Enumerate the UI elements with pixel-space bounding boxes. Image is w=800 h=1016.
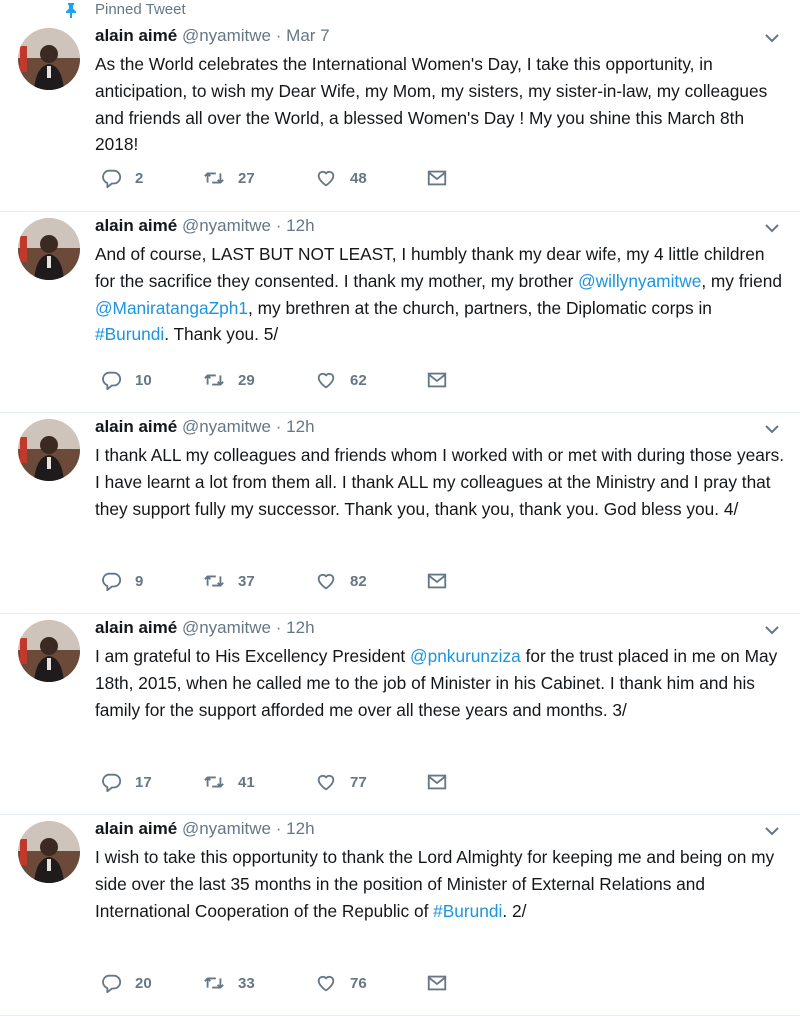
reply-button[interactable]: [100, 368, 152, 392]
avatar[interactable]: [18, 620, 80, 682]
reply-count: 2: [135, 169, 144, 187]
reply-count: 9: [135, 572, 144, 590]
like-button[interactable]: [315, 569, 367, 593]
tweet-header: [95, 25, 330, 47]
direct-message-button[interactable]: [426, 971, 448, 995]
pinned-label: Pinned Tweet: [95, 1, 186, 18]
separator: ·: [275, 417, 282, 436]
tweet-text: [95, 844, 785, 924]
mention-link[interactable]: @willynyamitwe: [578, 270, 702, 291]
text-segment: As the World celebrates the International Women's Day, I take this opportunity, in anticipation, to wish my Dear Wife, my Mom, my sisters, my sister-in-law, my colleagues and friends all over the World, a blessed Women's Day ! My you shine this March 8th 2018!: [95, 54, 768, 155]
retweet-count: 37: [238, 572, 255, 590]
retweet-count: 27: [238, 169, 255, 187]
author-handle[interactable]: @nyamitwe: [181, 216, 272, 235]
retweet-button[interactable]: [203, 166, 255, 190]
timestamp[interactable]: 12h: [286, 417, 315, 436]
retweet-icon: [203, 369, 225, 391]
author-name[interactable]: alain aimé: [95, 417, 178, 436]
author-name[interactable]: alain aimé: [95, 618, 178, 637]
chevron-down-icon[interactable]: [764, 624, 780, 636]
tweet-header: [95, 416, 315, 438]
tweet-text: [95, 241, 785, 348]
tweet-actions: [100, 770, 460, 794]
reply-icon: [100, 369, 122, 391]
like-count: 77: [350, 773, 367, 791]
separator: ·: [275, 26, 282, 45]
like-count: 76: [350, 974, 367, 992]
chevron-down-icon[interactable]: [764, 32, 780, 44]
tweet[interactable]: [0, 413, 800, 614]
envelope-icon: [426, 167, 448, 189]
direct-message-button[interactable]: [426, 166, 448, 190]
author-name[interactable]: alain aimé: [95, 216, 178, 235]
tweet-actions: [100, 368, 460, 392]
tweet-actions: [100, 971, 460, 995]
retweet-count: 29: [238, 371, 255, 389]
tweet-actions: [100, 569, 460, 593]
retweet-icon: [203, 570, 225, 592]
text-segment: . Thank you. 5/: [164, 324, 279, 345]
heart-icon: [315, 972, 337, 994]
tweet-header: [95, 818, 315, 840]
heart-icon: [315, 167, 337, 189]
reply-button[interactable]: [100, 770, 152, 794]
direct-message-button[interactable]: [426, 770, 448, 794]
tweet[interactable]: [0, 22, 800, 212]
retweet-count: 33: [238, 974, 255, 992]
text-segment: I thank ALL my colleagues and friends whom I worked with or met with during those years. I have learnt a lot from them all. I thank ALL my colleagues at the Ministry and I pray that they support fully my successor. Thank you, thank you, thank you. God bless you. 4/: [95, 445, 785, 519]
avatar[interactable]: [18, 419, 80, 481]
reply-icon: [100, 771, 122, 793]
like-count: 82: [350, 572, 367, 590]
tweet[interactable]: [0, 212, 800, 413]
reply-button[interactable]: [100, 569, 143, 593]
reply-count: 20: [135, 974, 152, 992]
retweet-button[interactable]: [203, 971, 255, 995]
reply-count: 10: [135, 371, 152, 389]
text-segment: I wish to take this opportunity to thank the Lord Almighty for keeping me and being on my side over the last 35 months in the position of Minister of External Relations and International Cooperation of the Republic of: [95, 847, 775, 921]
retweet-count: 41: [238, 773, 255, 791]
text-segment: for the trust placed in me on May 18th, 2015, when he called me to the job of Minister in his Cabinet. I thank him and his family for the support afforded me over all these years and months. 3/: [95, 646, 778, 720]
heart-icon: [315, 369, 337, 391]
tweet[interactable]: [0, 815, 800, 1016]
pinned-tweet-banner: [0, 0, 800, 22]
like-count: 62: [350, 371, 367, 389]
mention-link[interactable]: @pnkurunziza: [410, 646, 521, 666]
author-handle[interactable]: @nyamitwe: [181, 819, 272, 838]
timestamp[interactable]: 12h: [286, 618, 315, 637]
timestamp[interactable]: 12h: [286, 819, 315, 838]
reply-icon: [100, 972, 122, 994]
author-handle[interactable]: @nyamitwe: [181, 417, 272, 436]
retweet-button[interactable]: [203, 569, 255, 593]
reply-icon: [100, 570, 122, 592]
retweet-button[interactable]: [203, 368, 255, 392]
hashtag-link[interactable]: #Burundi: [95, 324, 165, 345]
like-count: 48: [350, 169, 367, 187]
direct-message-button[interactable]: [426, 368, 448, 392]
tweet-text: [95, 442, 785, 522]
mention-link[interactable]: @ManiratangaZph1: [95, 297, 248, 318]
chevron-down-icon[interactable]: [764, 222, 780, 234]
author-handle[interactable]: @nyamitwe: [181, 26, 272, 45]
text-segment: I am grateful to His Excellency President: [95, 646, 411, 666]
tweet-header: [95, 215, 315, 237]
pin-icon: [64, 2, 78, 18]
reply-button[interactable]: [100, 166, 143, 190]
tweet-actions: [100, 166, 460, 190]
tweet-text: [95, 51, 785, 158]
heart-icon: [315, 771, 337, 793]
avatar[interactable]: [18, 218, 80, 280]
heart-icon: [315, 570, 337, 592]
chevron-down-icon[interactable]: [764, 825, 780, 837]
text-segment: , my friend: [701, 270, 782, 291]
text-segment: , my brethren at the church, partners, the Diplomatic corps in: [248, 297, 712, 318]
tweet[interactable]: [0, 614, 800, 815]
retweet-icon: [203, 167, 225, 189]
envelope-icon: [426, 972, 448, 994]
separator: ·: [275, 819, 282, 838]
retweet-icon: [203, 771, 225, 793]
avatar[interactable]: [18, 821, 80, 883]
author-name[interactable]: alain aimé: [95, 26, 178, 45]
timestamp[interactable]: 12h: [286, 216, 315, 235]
timestamp[interactable]: Mar 7: [286, 26, 330, 45]
envelope-icon: [426, 369, 448, 391]
reply-count: 17: [135, 773, 152, 791]
hashtag-link[interactable]: #Burundi: [433, 900, 503, 921]
tweet-header: [95, 617, 315, 639]
envelope-icon: [426, 771, 448, 793]
text-segment: . 2/: [502, 900, 527, 921]
author-name[interactable]: alain aimé: [95, 819, 178, 838]
direct-message-button[interactable]: [426, 569, 448, 593]
like-button[interactable]: [315, 770, 367, 794]
reply-icon: [100, 167, 122, 189]
separator: ·: [275, 618, 282, 637]
envelope-icon: [426, 570, 448, 592]
tweet-text: [95, 643, 785, 723]
chevron-down-icon[interactable]: [764, 423, 780, 435]
reply-button[interactable]: [100, 971, 152, 995]
like-button[interactable]: [315, 971, 367, 995]
author-handle[interactable]: @nyamitwe: [181, 618, 272, 637]
retweet-button[interactable]: [203, 770, 255, 794]
like-button[interactable]: [315, 368, 367, 392]
like-button[interactable]: [315, 166, 367, 190]
separator: ·: [275, 216, 282, 235]
retweet-icon: [203, 972, 225, 994]
avatar[interactable]: [18, 28, 80, 90]
text-segment: And of course, LAST BUT NOT LEAST, I humbly thank my dear wife, my 4 little children for the sacrifice they consented. I thank my mother, my brother: [95, 244, 765, 291]
